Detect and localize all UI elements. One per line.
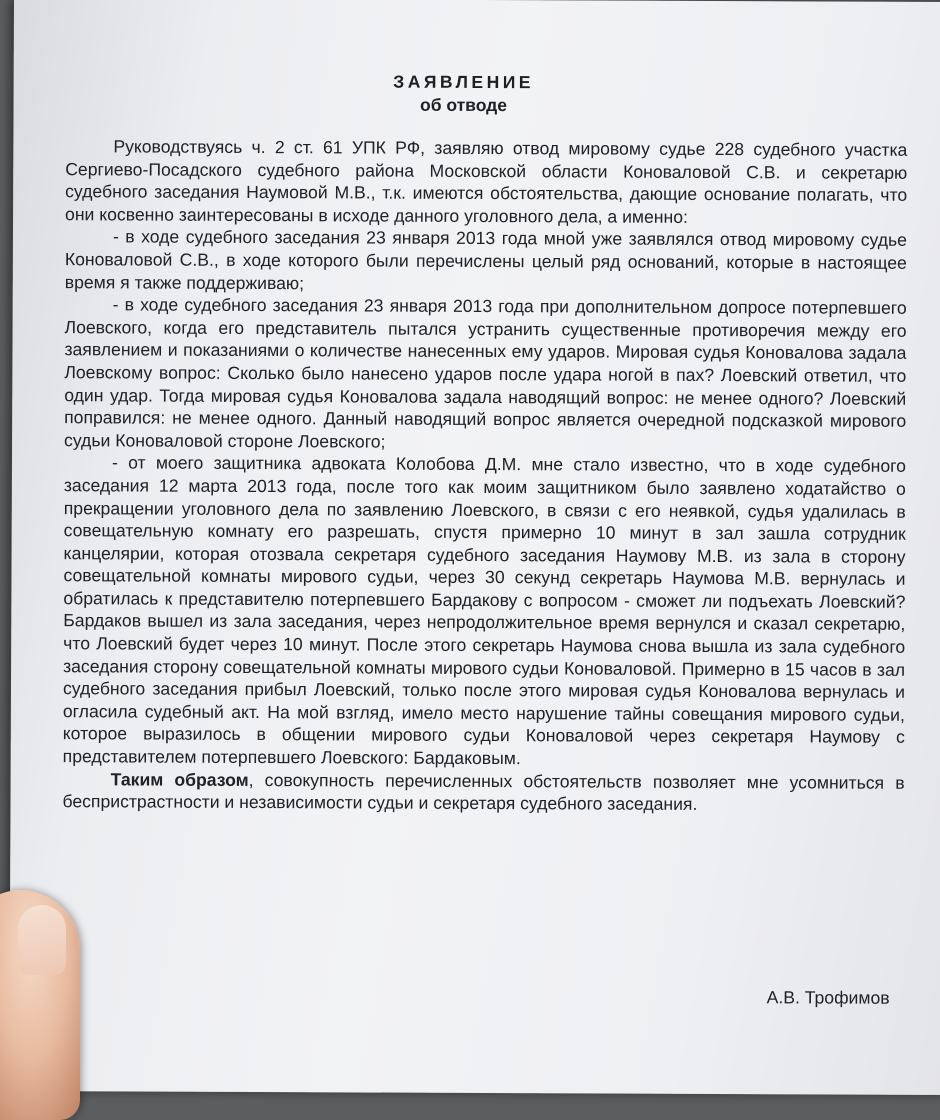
document-subtitle: об отводе <box>419 94 508 116</box>
intro-paragraph: Руководствуясь ч. 2 ст. 61 УПК РФ, заявляю отвод мировому судье 228 судебного участка Сергиево-Посадского судебного района Московской области Коноваловой С.В. и секретарю судебного заседания Наумовой М.В., т.к. имеются обстоятельства, дающие основание полагать, что они косвенно заинтересованы в исходе данного уголовного дела, а именно: <box>65 136 908 227</box>
document-page <box>9 0 940 1095</box>
signature: А.В. Трофимов <box>766 987 890 1008</box>
thumbnail-nail <box>18 905 66 975</box>
list-item: - в ходе судебного заседания 23 января 2013 года мной уже заявлялся отвод мировому судье Коноваловой С.В., в ходе которого были перечислены целый ряд оснований, которые в настоящее время я также поддерживаю; <box>64 226 907 293</box>
conclusion-paragraph <box>62 768 904 817</box>
conclusion-lead: Таким образом <box>110 769 249 790</box>
document-title: ЗАЯВЛЕНИЕ <box>393 71 535 93</box>
document-body <box>62 135 907 816</box>
conclusion-text: , совокупность перечисленных обстоятельств позволяет мне усомниться в беспристрастности и независимости судьи и секретаря судебного заседания. <box>62 769 905 815</box>
list-item: - от моего защитника адвоката Колобова Д.М. мне стало известно, что в ходе судебного заседания 12 марта 2013 года, после того как моим защитником было заявлено ходатайство о прекращении уголовного дела по заявлению Лоевского, в связи с его неявкой, судья удалилась в совещательную комнату его разрешать, спустя примерно 10 минут в зал зашла сотрудник канцелярии, которая отозвала секретаря судебного заседания Наумову М.В. из зала в сторону совещательной комнаты мирового судьи, через 30 секунд секретарь Наумова М.В. вернулась и обратилась к представителю потерпевшего Бардакову с вопросом - сможет ли подъехать Лоевский? Бардаков вышел из зала заседания, через непродолжительное время вернулся и сказал секретарю, что Лоевский будет через 10 минут. После этого секретарь Наумова снова вышла из зала судебного заседания сторону совещательной комнаты мирового судьи Коноваловой. Примерно в 15 часов в зал судебного заседания прибыл Лоевский, только после этого мировая судья Коновалова вернулась и огласила судебный акт. На мой взгляд, имело место нарушение тайны совещания мирового судьи, которое выразилось в общении мирового судьи Коноваловой через секретаря Наумову с представителем потерпевшего Лоевского: Бардаковым. <box>62 452 907 769</box>
list-item: - в ходе судебного заседания 23 января 2013 года при дополнительном допросе потерпевшего Лоевского, когда его представитель пытался устранить существенные противоречия между его заявлением и показаниями о количестве нанесенных ему ударов. Мировая судья Коновалова задала Лоевскому вопрос: Сколько было нанесено ударов после удара ногой в пах? Лоевский ответил, что один удар. Тогда мировая судья Коновалова задала наводящий вопрос: не менее одного? Лоевский поправился: не менее одного. Данный наводящий вопрос является очередной подсказкой мирового судьи Коноваловой стороне Лоевского; <box>64 294 907 452</box>
